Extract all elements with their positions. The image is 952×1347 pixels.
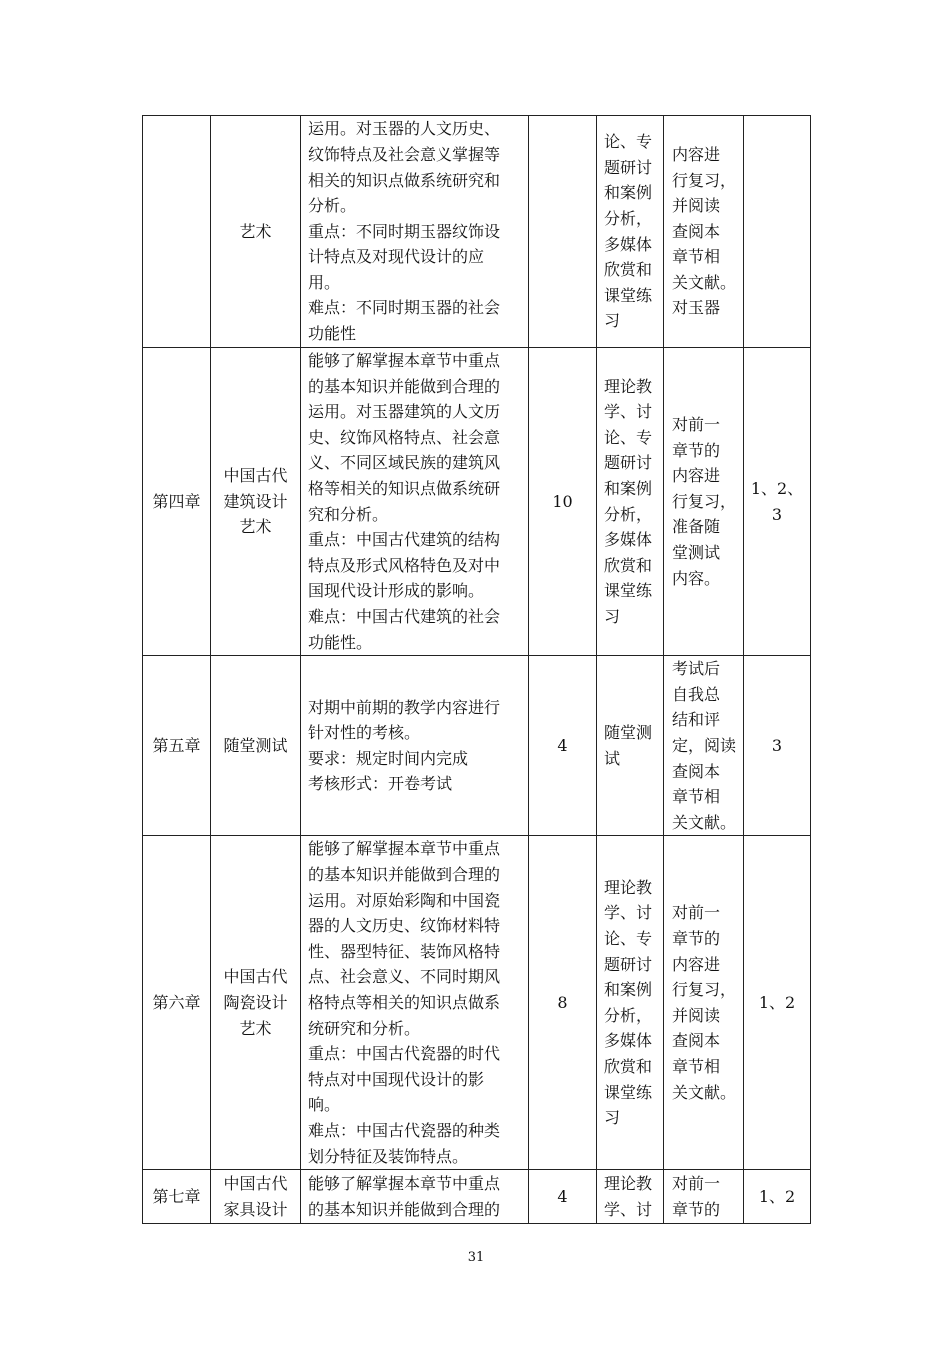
title-cell: 中国古代 陶瓷设计 艺术: [211, 836, 301, 1170]
reference-cell: 1、2: [744, 836, 811, 1170]
method-cell: 理论教 学、讨: [597, 1170, 664, 1224]
reference-cell: 3: [744, 656, 811, 836]
chapter-cell: 第五章: [143, 656, 211, 836]
table-row: [143, 116, 811, 348]
reference-cell: 1、2、 3: [744, 348, 811, 656]
method-cell: 随堂测 试: [597, 656, 664, 836]
hours-cell: 4: [529, 656, 597, 836]
reference-cell: 1、2: [744, 1170, 811, 1224]
reference-cell: [744, 116, 811, 348]
preparation-cell: 考试后 自我总 结和评 定，阅读 查阅本 章节相 关文献。: [664, 656, 744, 836]
page-number: 31: [467, 1250, 485, 1265]
title-cell: 随堂测试: [211, 656, 301, 836]
preparation-cell: 内容进 行复习， 并阅读 查阅本 章节相 关文献。 对玉器: [664, 116, 744, 348]
title-cell: 中国古代 建筑设计 艺术: [211, 348, 301, 656]
table-row: [143, 1170, 811, 1224]
method-cell: 理论教 学、讨 论、专 题研讨 和案例 分析， 多媒体 欣赏和 课堂练 习: [597, 836, 664, 1170]
content-cell: 能够了解掌握本章节中重点 的基本知识并能做到合理的: [301, 1170, 529, 1224]
hours-cell: 8: [529, 836, 597, 1170]
preparation-cell: 对前一 章节的 内容进 行复习， 并阅读 查阅本 章节相 关文献。: [664, 836, 744, 1170]
preparation-cell: 对前一 章节的 内容进 行复习， 准备随 堂测试 内容。: [664, 348, 744, 656]
preparation-cell: 对前一 章节的: [664, 1170, 744, 1224]
table-row: [143, 836, 811, 1170]
hours-cell: 10: [529, 348, 597, 656]
table-row: [143, 348, 811, 656]
title-cell: 艺术: [211, 116, 301, 348]
syllabus-table: [142, 115, 811, 1224]
table-row: [143, 656, 811, 836]
chapter-cell: 第六章: [143, 836, 211, 1170]
content-cell: 运用。对玉器的人文历史、 纹饰特点及社会意义掌握等 相关的知识点做系统研究和 分析。 重点：不同时期玉器纹饰设 计特点及对现代设计的应 用。 难点：不同时期玉器的社会 功能性: [301, 116, 529, 348]
chapter-cell: 第七章: [143, 1170, 211, 1224]
hours-cell: 4: [529, 1170, 597, 1224]
content-cell: 对期中前期的教学内容进行 针对性的考核。 要求：规定时间内完成 考核形式：开卷考试: [301, 656, 529, 836]
chapter-cell: 第四章: [143, 348, 211, 656]
title-cell: 中国古代 家具设计: [211, 1170, 301, 1224]
chapter-cell: [143, 116, 211, 348]
content-cell: 能够了解掌握本章节中重点 的基本知识并能做到合理的 运用。对玉器建筑的人文历 史、纹饰风格特点、社会意 义、不同区域民族的建筑风 格等相关的知识点做系统研 究和分析。 重点：中国古代建筑的结构 特点及形式风格特色及对中 国现代设计形成的影响。 难点：中国古代建筑的社会 功能性。: [301, 348, 529, 656]
hours-cell: [529, 116, 597, 348]
method-cell: 理论教 学、讨 论、专 题研讨 和案例 分析， 多媒体 欣赏和 课堂练 习: [597, 348, 664, 656]
content-cell: 能够了解掌握本章节中重点 的基本知识并能做到合理的 运用。对原始彩陶和中国瓷 器的人文历史、纹饰材料特 性、器型特征、装饰风格特 点、社会意义、不同时期风 格特点等相关的知识点做系 统研究和分析。 重点：中国古代瓷器的时代 特点对中国现代设计的影 响。 难点：中国古代瓷器的种类 划分特征及装饰特点。: [301, 836, 529, 1170]
method-cell: 论、专 题研讨 和案例 分析， 多媒体 欣赏和 课堂练 习: [597, 116, 664, 348]
